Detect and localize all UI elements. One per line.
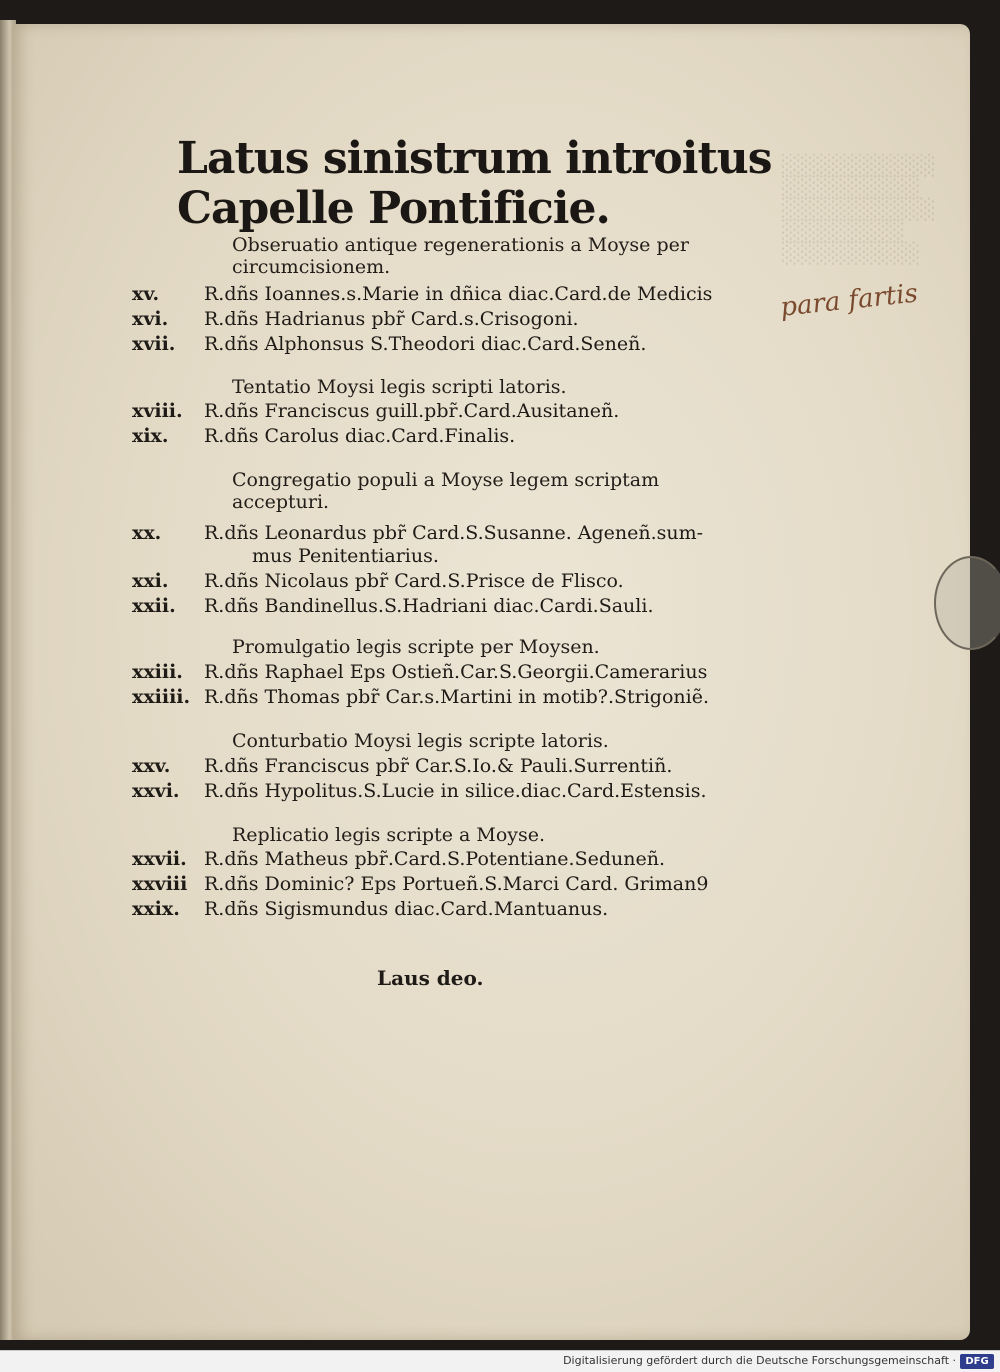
- entry-number: xvi.: [132, 308, 169, 330]
- entry-number: xxv.: [132, 755, 171, 777]
- entry-row: [12, 685, 792, 709]
- footer-credit: Digitalisierung gefördert durch die Deutsche Forschungsgemeinschaft ·: [563, 1354, 956, 1367]
- entry-text: R.dñs Sigismundus diac.Card.Mantuanus.: [204, 898, 609, 920]
- entry-number: xxvii.: [132, 848, 187, 870]
- entry-row: [12, 282, 792, 306]
- entry-row: [12, 754, 792, 778]
- page-title: Latus sinistrum introitus Capelle Pontificie.: [177, 133, 772, 234]
- entry-text: R.dñs Alphonsus S.Theodori diac.Card.Seneñ.: [204, 333, 647, 355]
- entry-number: xxi.: [132, 570, 169, 592]
- entry-text: R.dñs Dominic? Eps Portueñ.S.Marci Card. Griman9: [204, 873, 709, 895]
- entry-number: xxiii.: [132, 661, 183, 683]
- entry-number: xxiiii.: [132, 686, 191, 708]
- section-heading: Replicatio legis scripte a Moyse.: [232, 824, 546, 846]
- section-heading: Congregatio populi a Moyse legem scriptam accepturi.: [232, 469, 660, 513]
- entry-number: xix.: [132, 425, 169, 447]
- page-clip: [934, 556, 1000, 650]
- entry-text: R.dñs Hypolitus.S.Lucie in silice.diac.Card.Estensis.: [204, 780, 707, 802]
- section-heading: Obseruatio antique regenerationis a Moyse per circumcisionem.: [232, 234, 689, 278]
- section-heading: Conturbatio Moysi legis scripte latoris.: [232, 730, 609, 752]
- entry-text: R.dñs Carolus diac.Card.Finalis.: [204, 425, 516, 447]
- entry-row: [12, 847, 792, 871]
- entry-text: R.dñs Thomas pbr̃ Car.s.Martini in motib?.Strigoniẽ.: [204, 686, 710, 708]
- entry-text: R.dñs Franciscus pbr̃ Car.S.Io.& Pauli.Surrentiñ.: [204, 755, 673, 777]
- entry-number: xvii.: [132, 333, 176, 355]
- entry-row: [12, 779, 792, 803]
- entry-number: xxii.: [132, 595, 176, 617]
- entry-text: R.dñs Hadrianus pbr̃ Card.s.Crisogoni.: [204, 308, 579, 330]
- entry-row: [12, 897, 792, 921]
- entry-text: R.dñs Bandinellus.S.Hadriani diac.Cardi.Sauli.: [204, 595, 654, 617]
- entry-row: [12, 521, 792, 545]
- entry-number: xv.: [132, 283, 160, 305]
- entry-row: [12, 594, 792, 618]
- entry-number: xxix.: [132, 898, 180, 920]
- section-heading: Promulgatio legis scripte per Moysen.: [232, 636, 600, 658]
- entry-number: xx.: [132, 522, 162, 544]
- entry-text: R.dñs Raphael Eps Ostieñ.Car.S.Georgii.Camerarius: [204, 661, 708, 683]
- book-page: [12, 24, 970, 1340]
- entry-row: [12, 332, 792, 356]
- entry-text: R.dñs Ioannes.s.Marie in dñica diac.Card.de Medicis: [204, 283, 713, 305]
- entry-text: R.dñs Nicolaus pbr̃ Card.S.Prisce de Flisco.: [204, 570, 624, 592]
- entry-number: xxviii: [132, 873, 188, 895]
- section-heading: Tentatio Moysi legis scripti latoris.: [232, 376, 567, 398]
- footer-bar: [0, 1350, 1000, 1372]
- entry-text: R.dñs Franciscus guill.pbr̃.Card.Ausitaneñ.: [204, 400, 620, 422]
- entry-row: [12, 399, 792, 423]
- entry-number: xxvi.: [132, 780, 180, 802]
- entry-row: [12, 872, 792, 896]
- margin-annotation: para fartis: [778, 278, 920, 323]
- entry-row: [12, 424, 792, 448]
- entry-row: [12, 569, 792, 593]
- entry-row: [12, 660, 792, 684]
- closing-line: Laus deo.: [377, 966, 484, 990]
- entry-text: R.dñs Matheus pbr̃.Card.S.Potentiane.Seduneñ.: [204, 848, 665, 870]
- dfg-logo: DFG: [960, 1354, 994, 1369]
- entry-text: R.dñs Leonardus pbr̃ Card.S.Susanne. Ageneñ.sum-: [204, 522, 704, 544]
- show-through-text: ░░░░░░░░░░ ░░░░░░░░░ ░░░░░░░░░░ ░░░░░░░░ ░░░░░░░░░: [782, 154, 936, 265]
- entry-row: [12, 307, 792, 331]
- page-content: [12, 24, 970, 1340]
- entry-continuation: mus Penitentiarius.: [252, 545, 439, 567]
- entry-number: xviii.: [132, 400, 183, 422]
